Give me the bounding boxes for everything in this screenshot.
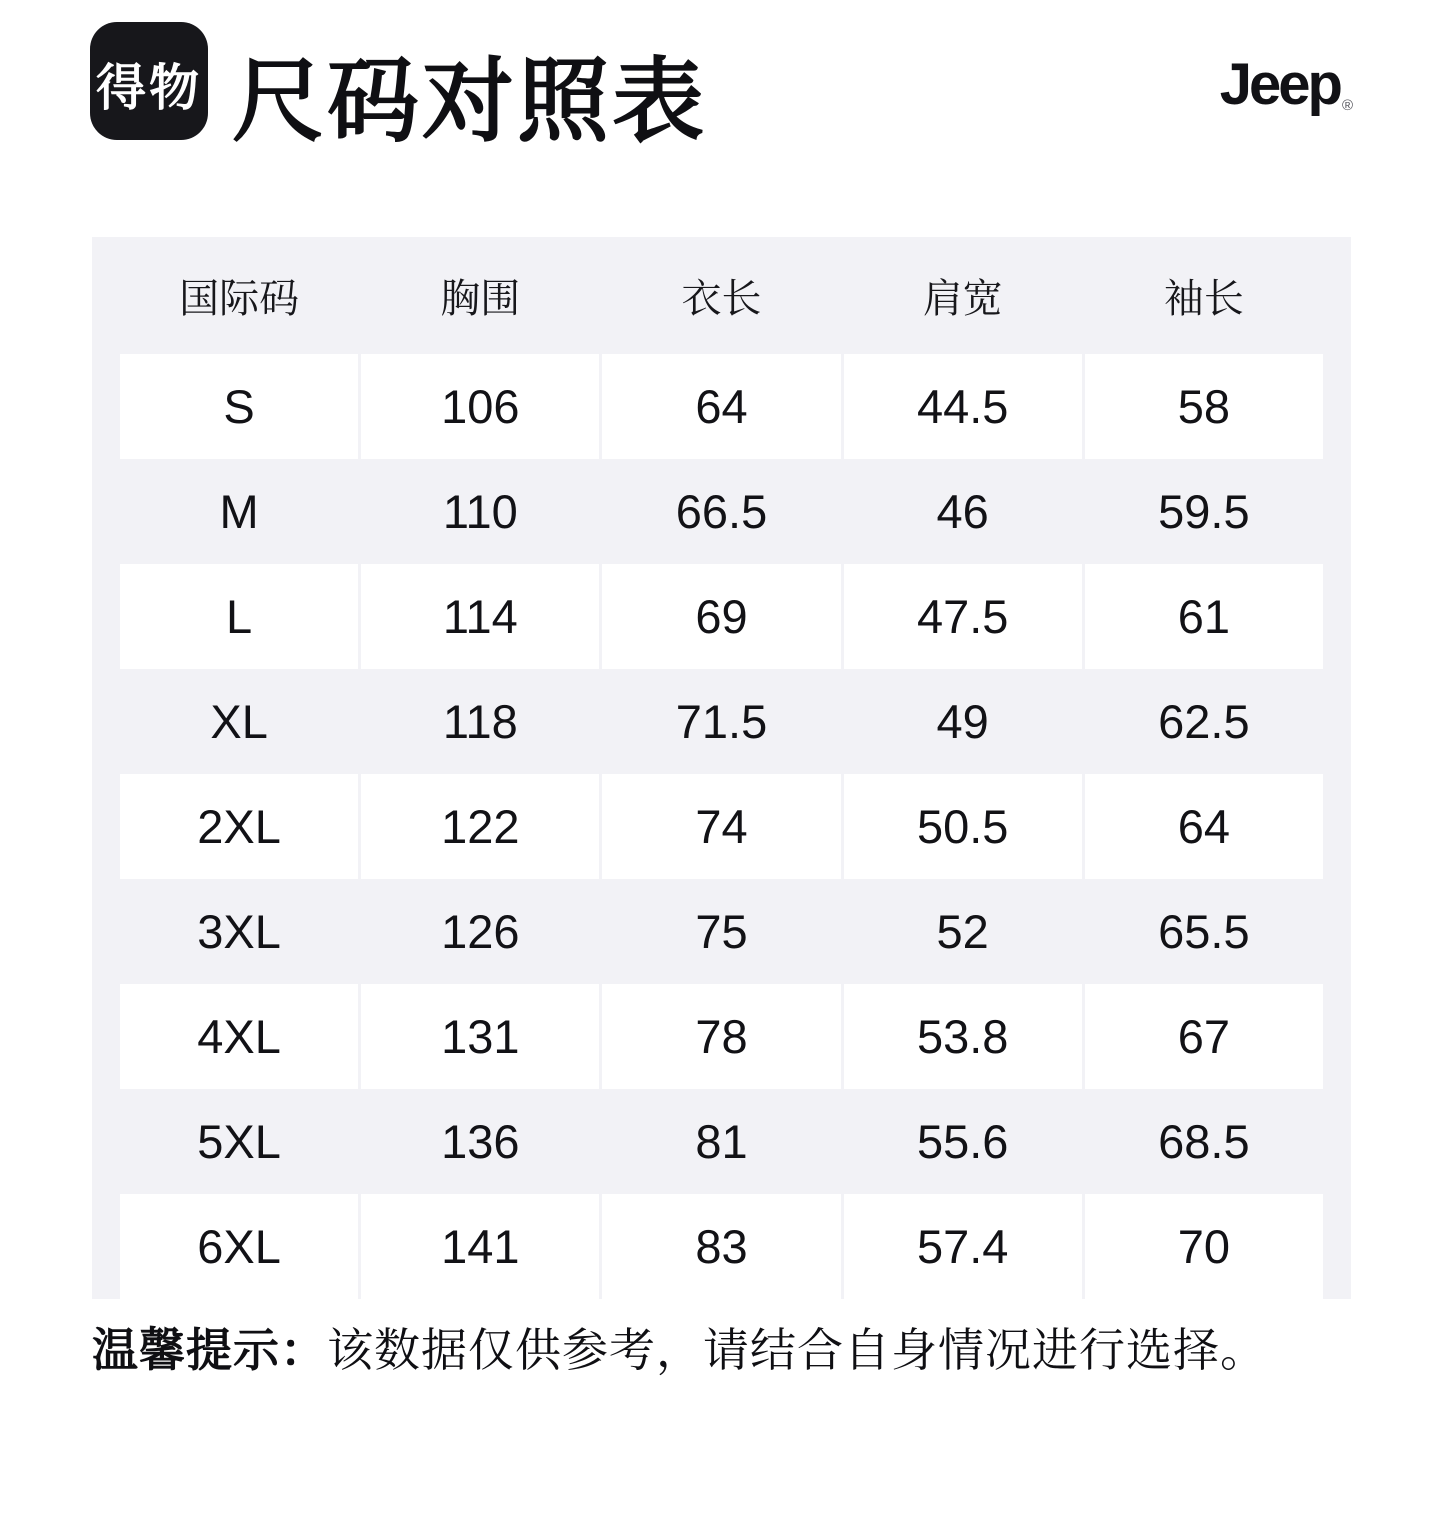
column-header-chest: 胸围 xyxy=(440,277,521,321)
table-cell: 50.5 xyxy=(844,774,1082,879)
table-cell: 141 xyxy=(361,1194,599,1299)
table-cell: 70 xyxy=(1085,1194,1323,1299)
page-title: 尺码对照表 xyxy=(232,51,708,153)
table-cell: L xyxy=(120,564,358,669)
table-cell: 47.5 xyxy=(844,564,1082,669)
table-cell: XL xyxy=(210,695,268,748)
table-cell: 5XL xyxy=(197,1115,281,1168)
table-cell: 6XL xyxy=(120,1194,358,1299)
table-cell: 55.6 xyxy=(916,1115,1009,1168)
table-cell: 131 xyxy=(361,984,599,1089)
dewu-logo xyxy=(90,22,208,140)
page-header xyxy=(90,22,1351,152)
notice-label: 温馨提示： xyxy=(92,1324,327,1376)
notice xyxy=(92,1322,1383,1380)
table-cell: 122 xyxy=(361,774,599,879)
table-cell: 78 xyxy=(602,984,840,1089)
table-cell: 3XL xyxy=(197,905,281,958)
table-cell: 83 xyxy=(602,1194,840,1299)
table-cell: M xyxy=(219,485,259,538)
table-cell: 65.5 xyxy=(1158,905,1250,958)
table-cell: 69 xyxy=(602,564,840,669)
jeep-logo xyxy=(1219,52,1353,117)
table-cell: 44.5 xyxy=(844,354,1082,459)
table-cell: 64 xyxy=(602,354,840,459)
column-header-length: 衣长 xyxy=(681,277,762,321)
table-cell: 4XL xyxy=(120,984,358,1089)
table-cell: 110 xyxy=(442,485,518,538)
jeep-logo-text: Jeep xyxy=(1219,52,1340,117)
table-cell: 57.4 xyxy=(844,1194,1082,1299)
table-cell: 75 xyxy=(695,905,748,958)
table-cell: 66.5 xyxy=(675,485,768,538)
table-cell: 81 xyxy=(695,1115,748,1168)
table-cell: 67 xyxy=(1085,984,1323,1089)
column-header-size: 国际码 xyxy=(179,277,300,321)
table-cell: 126 xyxy=(441,905,520,958)
table-cell: 118 xyxy=(442,695,518,748)
table-cell: 62.5 xyxy=(1158,695,1250,748)
registered-trademark-mark: ® xyxy=(1341,97,1353,114)
table-cell: 53.8 xyxy=(844,984,1082,1089)
table-cell: 71.5 xyxy=(675,695,768,748)
table-cell: 68.5 xyxy=(1158,1115,1250,1168)
notice-text: 该数据仅供参考，请结合自身情况进行选择。 xyxy=(327,1324,1267,1376)
table-cell: 49 xyxy=(936,695,989,748)
table-cell: 59.5 xyxy=(1158,485,1250,538)
table-cell: 106 xyxy=(361,354,599,459)
column-header-shoulder: 肩宽 xyxy=(922,277,1003,321)
table-cell: 58 xyxy=(1085,354,1323,459)
table-cell: 114 xyxy=(361,564,599,669)
table-cell: 61 xyxy=(1085,564,1323,669)
size-table-grid xyxy=(120,237,1323,1299)
table-cell: S xyxy=(120,354,358,459)
dewu-logo-text: 得物 xyxy=(96,60,202,116)
table-cell: 74 xyxy=(602,774,840,879)
table-cell: 136 xyxy=(441,1115,520,1168)
column-header-sleeve: 袖长 xyxy=(1163,277,1244,321)
table-cell: 64 xyxy=(1085,774,1323,879)
size-table xyxy=(92,237,1351,1299)
table-cell: 52 xyxy=(936,905,989,958)
table-cell: 46 xyxy=(936,485,989,538)
table-cell: 2XL xyxy=(120,774,358,879)
